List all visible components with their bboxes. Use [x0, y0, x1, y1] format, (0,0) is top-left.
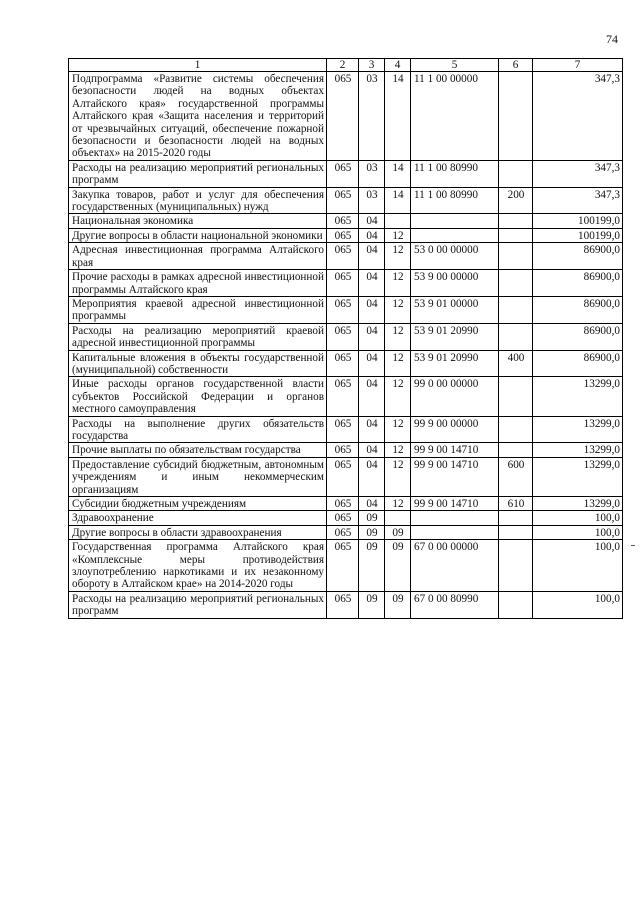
table-body — [69, 72, 623, 619]
column-header: 7 — [533, 59, 623, 72]
row-expense-type-cell: 200 — [499, 187, 533, 214]
row-name-cell: Другие вопросы в области здравоохранения — [69, 525, 327, 539]
row-expense-type-cell: 600 — [499, 457, 533, 496]
row-section-cell: 04 — [359, 443, 385, 457]
row-name-cell: Другие вопросы в области национальной экономики — [69, 228, 327, 242]
table-row — [69, 416, 623, 443]
table-row — [69, 296, 623, 323]
row-grbs-cell: 065 — [327, 443, 359, 457]
table-row — [69, 214, 623, 228]
row-target-article-cell: 53 9 01 00000 — [411, 296, 499, 323]
row-subsection-cell: 12 — [385, 377, 411, 416]
row-target-article-cell: 53 9 01 20990 — [411, 323, 499, 350]
row-subsection-cell: 12 — [385, 228, 411, 242]
row-name-cell: Расходы на реализацию мероприятий региональных программ — [69, 160, 327, 187]
row-amount-cell: 100,0 — [533, 525, 623, 539]
row-grbs-cell: 065 — [327, 525, 359, 539]
row-amount-cell: 13299,0 — [533, 377, 623, 416]
row-target-article-cell: 99 9 00 14710 — [411, 443, 499, 457]
row-grbs-cell: 065 — [327, 187, 359, 214]
row-target-article-cell: 67 0 00 00000 — [411, 540, 499, 592]
row-amount-cell: 13299,0 — [533, 443, 623, 457]
row-section-cell: 09 — [359, 540, 385, 592]
row-section-cell: 04 — [359, 296, 385, 323]
row-expense-type-cell — [499, 377, 533, 416]
table-row — [69, 591, 623, 618]
row-grbs-cell: 065 — [327, 160, 359, 187]
row-expense-type-cell: 610 — [499, 497, 533, 511]
row-section-cell: 09 — [359, 591, 385, 618]
row-name-cell: Расходы на выполнение других обязательств государства — [69, 416, 327, 443]
row-section-cell: 04 — [359, 416, 385, 443]
row-target-article-cell — [411, 214, 499, 228]
table-row — [69, 270, 623, 297]
row-amount-cell: 100,0 — [533, 511, 623, 525]
table-row — [69, 350, 623, 377]
row-subsection-cell: 14 — [385, 187, 411, 214]
row-amount-cell: 86900,0 — [533, 350, 623, 377]
row-expense-type-cell — [499, 228, 533, 242]
row-subsection-cell: 12 — [385, 350, 411, 377]
row-name-cell: Мероприятия краевой адресной инвестиционной программы — [69, 296, 327, 323]
row-target-article-cell — [411, 525, 499, 539]
table-row — [69, 497, 623, 511]
row-amount-cell: 86900,0 — [533, 323, 623, 350]
row-expense-type-cell — [499, 525, 533, 539]
row-amount-cell: 13299,0 — [533, 497, 623, 511]
row-name-cell: Расходы на реализацию мероприятий региональных программ — [69, 591, 327, 618]
row-section-cell: 09 — [359, 525, 385, 539]
table-row — [69, 525, 623, 539]
row-grbs-cell: 065 — [327, 511, 359, 525]
row-subsection-cell: 09 — [385, 591, 411, 618]
row-amount-cell: 86900,0 — [533, 296, 623, 323]
row-section-cell: 04 — [359, 497, 385, 511]
row-section-cell: 04 — [359, 243, 385, 270]
table-row — [69, 243, 623, 270]
row-amount-cell: 13299,0 — [533, 416, 623, 443]
page-number: 74 — [606, 32, 618, 46]
row-section-cell: 09 — [359, 511, 385, 525]
row-amount-cell: 100199,0 — [533, 214, 623, 228]
row-grbs-cell: 065 — [327, 214, 359, 228]
row-expense-type-cell — [499, 443, 533, 457]
row-target-article-cell: 53 9 00 00000 — [411, 270, 499, 297]
row-grbs-cell: 065 — [327, 72, 359, 161]
row-subsection-cell: 09 — [385, 540, 411, 592]
row-section-cell: 04 — [359, 214, 385, 228]
table-row — [69, 377, 623, 416]
table-row — [69, 323, 623, 350]
row-name-cell: Прочие расходы в рамках адресной инвестиционной программы Алтайского края — [69, 270, 327, 297]
row-expense-type-cell — [499, 540, 533, 592]
row-subsection-cell: 12 — [385, 243, 411, 270]
row-expense-type-cell — [499, 270, 533, 297]
column-header: 6 — [499, 59, 533, 72]
row-grbs-cell: 065 — [327, 323, 359, 350]
row-target-article-cell: 11 1 00 80990 — [411, 160, 499, 187]
row-grbs-cell: 065 — [327, 243, 359, 270]
row-subsection-cell: 12 — [385, 443, 411, 457]
row-target-article-cell: 11 1 00 80990 — [411, 187, 499, 214]
row-section-cell: 04 — [359, 377, 385, 416]
row-target-article-cell — [411, 228, 499, 242]
row-name-cell: Государственная программа Алтайского края «Комплексные меры противодействия злоупотреблению наркотиками и их незаконному обороту в Алтайском крае» на 2014-2020 годы — [69, 540, 327, 592]
row-expense-type-cell — [499, 160, 533, 187]
row-grbs-cell: 065 — [327, 350, 359, 377]
row-subsection-cell: 12 — [385, 457, 411, 496]
budget-table — [68, 58, 623, 619]
column-header: 5 — [411, 59, 499, 72]
row-subsection-cell: 12 — [385, 416, 411, 443]
row-subsection-cell: 12 — [385, 497, 411, 511]
row-section-cell: 04 — [359, 350, 385, 377]
row-expense-type-cell — [499, 416, 533, 443]
row-grbs-cell: 065 — [327, 540, 359, 592]
row-section-cell: 04 — [359, 457, 385, 496]
row-grbs-cell: 065 — [327, 377, 359, 416]
row-grbs-cell: 065 — [327, 591, 359, 618]
row-name-cell: Здравоохранение — [69, 511, 327, 525]
table-row — [69, 443, 623, 457]
row-grbs-cell: 065 — [327, 228, 359, 242]
row-grbs-cell: 065 — [327, 457, 359, 496]
row-name-cell: Закупка товаров, работ и услуг для обеспечения государственных (муниципальных) нужд — [69, 187, 327, 214]
column-header: 4 — [385, 59, 411, 72]
table-row — [69, 511, 623, 525]
row-subsection-cell: 12 — [385, 270, 411, 297]
row-expense-type-cell — [499, 296, 533, 323]
column-header: 1 — [69, 59, 327, 72]
row-section-cell: 03 — [359, 187, 385, 214]
column-header: 2 — [327, 59, 359, 72]
row-name-cell: Адресная инвестиционная программа Алтайского края — [69, 243, 327, 270]
row-expense-type-cell: 400 — [499, 350, 533, 377]
row-section-cell: 04 — [359, 228, 385, 242]
row-amount-cell: 347,3 — [533, 187, 623, 214]
row-name-cell: Прочие выплаты по обязательствам государства — [69, 443, 327, 457]
row-name-cell: Национальная экономика — [69, 214, 327, 228]
row-amount-cell: 347,3 — [533, 160, 623, 187]
row-name-cell: Расходы на реализацию мероприятий краевой адресной инвестиционной программы — [69, 323, 327, 350]
row-target-article-cell: 99 9 00 14710 — [411, 497, 499, 511]
row-amount-cell: 347,3 — [533, 72, 623, 161]
row-target-article-cell: 11 1 00 00000 — [411, 72, 499, 161]
table-row — [69, 187, 623, 214]
row-name-cell: Иные расходы органов государственной власти субъектов Российской Федерации и органов местного самоуправления — [69, 377, 327, 416]
row-grbs-cell: 065 — [327, 296, 359, 323]
row-grbs-cell: 065 — [327, 270, 359, 297]
row-expense-type-cell — [499, 72, 533, 161]
table-row — [69, 228, 623, 242]
row-target-article-cell: 99 9 00 14710 — [411, 457, 499, 496]
row-subsection-cell: 12 — [385, 296, 411, 323]
row-subsection-cell: 12 — [385, 323, 411, 350]
table-row — [69, 72, 623, 161]
row-expense-type-cell — [499, 591, 533, 618]
row-section-cell: 04 — [359, 270, 385, 297]
row-grbs-cell: 065 — [327, 497, 359, 511]
row-target-article-cell — [411, 511, 499, 525]
row-subsection-cell — [385, 511, 411, 525]
row-subsection-cell: 14 — [385, 72, 411, 161]
margin-mark — [631, 545, 635, 546]
row-section-cell: 04 — [359, 323, 385, 350]
row-expense-type-cell — [499, 323, 533, 350]
row-name-cell: Предоставление субсидий бюджетным, автономным учреждениям и иным некоммерческим организациям — [69, 457, 327, 496]
row-amount-cell: 86900,0 — [533, 270, 623, 297]
row-amount-cell: 86900,0 — [533, 243, 623, 270]
row-name-cell: Капитальные вложения в объекты государственной (муниципальной) собственности — [69, 350, 327, 377]
row-amount-cell: 100,0 — [533, 540, 623, 592]
row-subsection-cell: 14 — [385, 160, 411, 187]
row-amount-cell: 13299,0 — [533, 457, 623, 496]
row-subsection-cell: 09 — [385, 525, 411, 539]
row-name-cell: Субсидии бюджетным учреждениям — [69, 497, 327, 511]
row-section-cell: 03 — [359, 72, 385, 161]
row-grbs-cell: 065 — [327, 416, 359, 443]
row-name-cell: Подпрограмма «Развитие системы обеспечения безопасности людей на водных объектах Алтайского края» государственной программы Алтайского края «Защита населения и территорий от чрезвычайных ситуаций, обеспечение пожарной безопасности и безопасности людей на водных объектах» на 2015-2020 годы — [69, 72, 327, 161]
row-target-article-cell: 99 9 00 00000 — [411, 416, 499, 443]
row-subsection-cell — [385, 214, 411, 228]
row-target-article-cell: 53 9 01 20990 — [411, 350, 499, 377]
table-row — [69, 540, 623, 592]
row-amount-cell: 100199,0 — [533, 228, 623, 242]
row-expense-type-cell — [499, 511, 533, 525]
row-target-article-cell: 53 0 00 00000 — [411, 243, 499, 270]
row-target-article-cell: 67 0 00 80990 — [411, 591, 499, 618]
column-header: 3 — [359, 59, 385, 72]
row-target-article-cell: 99 0 00 00000 — [411, 377, 499, 416]
table-header-row — [69, 59, 623, 72]
row-amount-cell: 100,0 — [533, 591, 623, 618]
row-expense-type-cell — [499, 243, 533, 270]
row-expense-type-cell — [499, 214, 533, 228]
table-row — [69, 160, 623, 187]
table-row — [69, 457, 623, 496]
row-section-cell: 03 — [359, 160, 385, 187]
